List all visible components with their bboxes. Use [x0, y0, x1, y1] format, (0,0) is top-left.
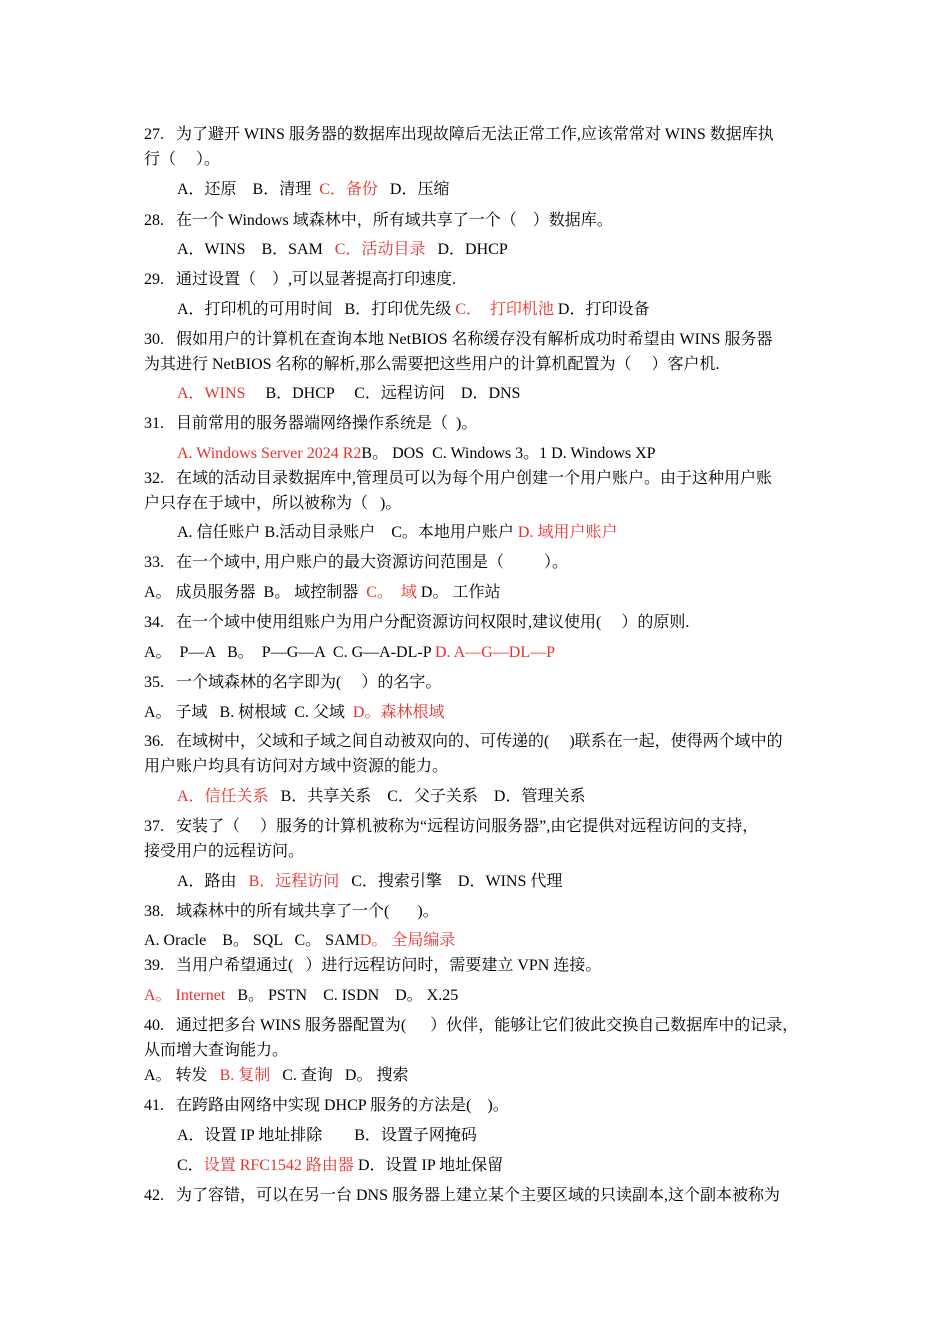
- text-segment: 40. 通过把多台 WINS 服务器配置为( ）伙伴，能够让它们彼此交换自己数据库中的记录，: [144, 1017, 799, 1034]
- correct-answer: C． 打印机池: [455, 301, 554, 318]
- answer-options-line: [177, 871, 562, 893]
- answer-options-line: [177, 179, 449, 201]
- text-segment: 42. 为了容错，可以在另一台 DNS 服务器上建立某个主要区域的只读副本,这个副本被称为: [144, 1187, 781, 1204]
- text-segment: C．搜索引擎 D．WINS 代理: [339, 873, 563, 890]
- correct-answer: B．远程访问: [248, 873, 340, 890]
- text-segment: 32. 在域的活动目录数据库中,管理员可以为每个用户创建一个用户账户。由于这种用户账: [144, 470, 773, 487]
- text-segment: A. Oracle B。 SQL C。 SAM: [144, 932, 360, 949]
- answer-options-line: [177, 786, 585, 808]
- text-segment: B．DHCP C．远程访问 D．DNS: [245, 385, 521, 402]
- text-segment: D．打印设备: [553, 301, 650, 318]
- text-segment: 为其进行 NetBIOS 名称的解析,那么需要把这些用户的计算机配置为（ ）客户机.: [144, 356, 720, 373]
- correct-answer: A。 Internet: [144, 987, 226, 1004]
- text-segment: D．DHCP: [425, 241, 508, 258]
- answer-options-line: [177, 522, 617, 544]
- correct-answer: A. Windows Server 2024 R2: [177, 445, 362, 462]
- text-segment: 37. 安装了（ ）服务的计算机被称为“远程访问服务器”,由它提供对远程访问的支持，: [144, 818, 759, 835]
- question-line: [144, 329, 772, 351]
- correct-answer: B. 复制: [219, 1067, 271, 1084]
- answer-options-line: [144, 985, 458, 1007]
- text-segment: 29. 通过设置（ ）,可以显著提高打印速度.: [144, 271, 457, 288]
- correct-answer: D. 域用户账户: [517, 524, 618, 541]
- text-segment: A。 成员服务器 B。 域控制器: [144, 584, 367, 601]
- text-segment: 用户账户均具有访问对方域中资源的能力。: [144, 758, 449, 775]
- text-segment: A．WINS B．SAM: [177, 241, 335, 258]
- question-line: [144, 756, 448, 778]
- correct-answer: C。 域: [366, 584, 417, 601]
- answer-options-line: [144, 1065, 408, 1087]
- question-line: [144, 413, 477, 435]
- answer-options-line: [177, 239, 508, 261]
- question-line: [144, 1015, 798, 1037]
- text-segment: 31. 目前常用的服务器端网络操作系统是（ )。: [144, 415, 478, 432]
- text-segment: C. 查询 D。 搜索: [270, 1067, 409, 1084]
- question-line: [144, 672, 441, 694]
- text-segment: 35. 一个域森林的名字即为( ）的名字。: [144, 674, 442, 691]
- text-segment: D。 工作站: [416, 584, 501, 601]
- answer-options-line: [144, 582, 500, 604]
- question-line: [144, 816, 758, 838]
- text-segment: A．设置 IP 地址排除 B．设置子网掩码: [177, 1127, 477, 1144]
- text-segment: A. 信任账户 B.活动目录账户 C。本地用户账户: [177, 524, 518, 541]
- text-segment: D．压缩: [377, 181, 450, 198]
- text-segment: 28. 在一个 Windows 域森林中，所有域共享了一个（ ）数据库。: [144, 212, 613, 229]
- question-line: [144, 901, 439, 923]
- answer-options-line: [144, 642, 555, 664]
- text-segment: 27. 为了避开 WINS 服务器的数据库出现故障后无法正常工作,应该常常对 WINS 数据库执: [144, 126, 774, 143]
- question-line: [144, 210, 613, 232]
- answer-options-line: [177, 1125, 477, 1147]
- question-line: [144, 552, 568, 574]
- text-segment: 从而增大查询能力。: [144, 1042, 289, 1059]
- correct-answer: C．备份: [319, 181, 378, 198]
- text-segment: B．共享关系 C．父子关系 D．管理关系: [268, 788, 586, 805]
- question-line: [144, 124, 774, 146]
- text-segment: A。 P—A B。 P—G—A C. G—A-DL-P: [144, 644, 435, 661]
- text-segment: 接受用户的远程访问。: [144, 843, 305, 860]
- answer-options-line: [144, 702, 444, 724]
- question-line: [144, 1040, 288, 1062]
- question-line: [144, 354, 720, 376]
- text-segment: 33. 在一个域中, 用户账户的最大资源访问范围是（ ）。: [144, 554, 569, 571]
- answer-options-line: [177, 383, 520, 405]
- text-segment: 41. 在跨路由网络中实现 DHCP 服务的方法是( )。: [144, 1097, 509, 1114]
- question-line: [144, 841, 304, 863]
- text-segment: B。 DOS C. Windows 3。1 D. Windows XP: [361, 445, 656, 462]
- correct-answer: D. A—G—DL—P: [435, 644, 556, 661]
- text-segment: B。 PSTN C. ISDN D。 X.25: [225, 987, 459, 1004]
- text-segment: D．设置 IP 地址保留: [353, 1157, 504, 1174]
- text-segment: A。 转发: [144, 1067, 220, 1084]
- answer-options-line: [177, 299, 649, 321]
- question-line: [144, 493, 401, 515]
- text-segment: A。 子域 B. 树根域 C. 父域: [144, 704, 353, 721]
- text-segment: C．: [177, 1157, 204, 1174]
- text-segment: 34. 在一个域中使用组账户为用户分配资源访问权限时,建议使用( ）的原则.: [144, 614, 690, 631]
- answer-options-line: [144, 930, 455, 952]
- text-segment: 39. 当用户希望通过( ）进行远程访问时，需要建立 VPN 连接。: [144, 957, 602, 974]
- question-line: [144, 1185, 780, 1207]
- text-segment: 36. 在域树中，父域和子域之间自动被双向的、可传递的( )联系在一起，使得两个域中的: [144, 733, 783, 750]
- text-segment: A．路由: [177, 873, 249, 890]
- question-line: [144, 612, 689, 634]
- question-line: [144, 468, 772, 490]
- correct-answer: D。森林根域: [352, 704, 445, 721]
- answer-options-line: [177, 1155, 503, 1177]
- question-line: [144, 1095, 509, 1117]
- question-line: [144, 731, 783, 753]
- correct-answer: A．WINS: [177, 385, 246, 402]
- correct-answer: D。 全局编录: [359, 932, 456, 949]
- text-segment: A．还原 B．清理: [177, 181, 320, 198]
- text-segment: 行（ ）。: [144, 151, 221, 168]
- correct-answer: 设置 RFC1542 路由器: [203, 1157, 354, 1174]
- text-segment: 30. 假如用户的计算机在查询本地 NetBIOS 名称缓存没有解析成功时希望由 WINS 服务器: [144, 331, 773, 348]
- text-segment: 38. 域森林中的所有域共享了一个( )。: [144, 903, 439, 920]
- correct-answer: A．信任关系: [177, 788, 269, 805]
- question-line: [144, 269, 456, 291]
- answer-options-line: [177, 443, 656, 465]
- question-line: [144, 149, 220, 171]
- text-segment: A．打印机的可用时间 B．打印优先级: [177, 301, 456, 318]
- question-line: [144, 955, 601, 977]
- correct-answer: C．活动目录: [334, 241, 426, 258]
- text-segment: 户只存在于域中，所以被称为（ )。: [144, 495, 402, 512]
